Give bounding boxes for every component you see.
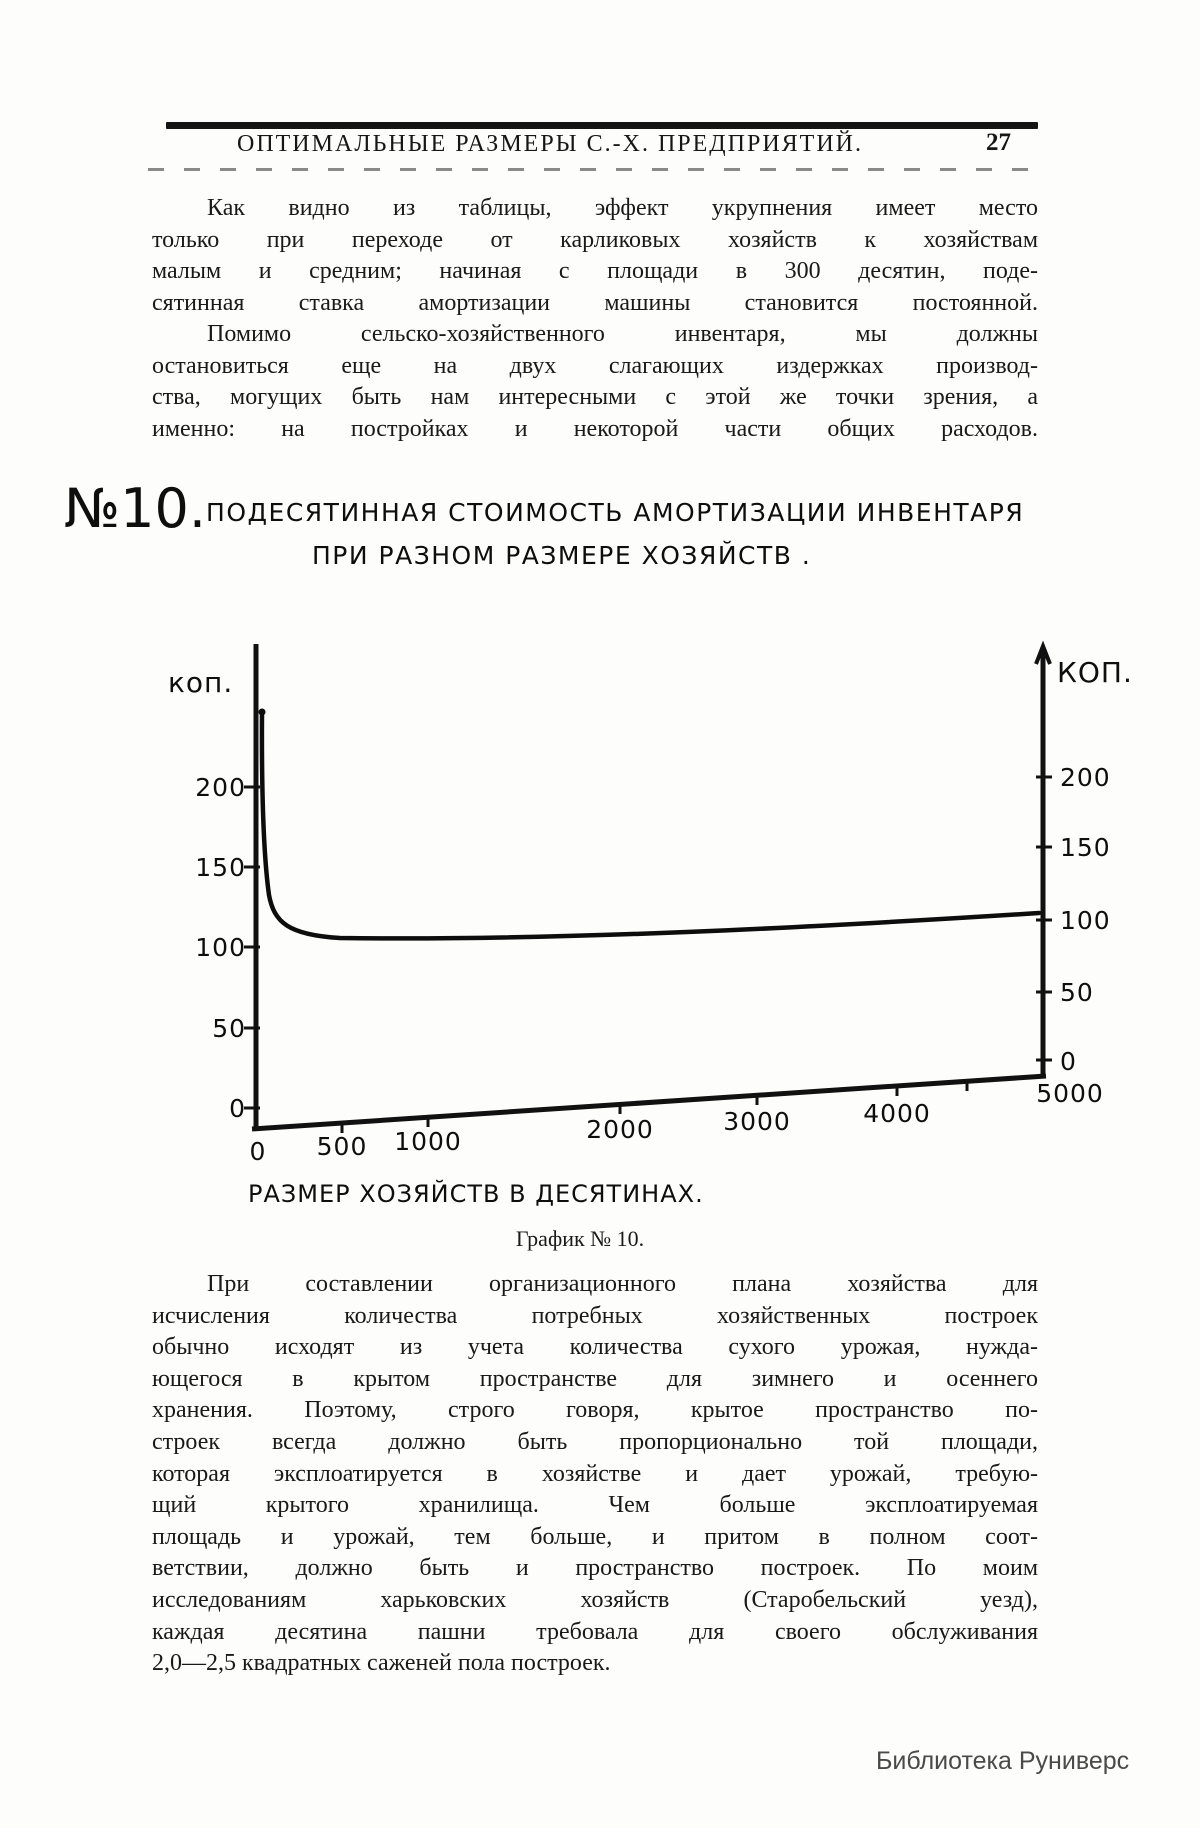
x-label-1000: 1000 — [394, 1127, 462, 1156]
text-line: обычно исходят из учета количества сухого урожая, нужда- — [152, 1334, 1038, 1361]
chart-canvas — [140, 630, 1150, 1190]
text-line: площадь и урожай, тем больше, и притом в полном соот- — [152, 1523, 1038, 1550]
text-line: При составлении организационного плана хозяйства для — [207, 1271, 1038, 1297]
figure-title-line1 — [64, 477, 1025, 540]
left-label-50: 50 — [212, 1014, 246, 1043]
text-line: ющегося в крытом пространстве для зимнего и осеннего — [152, 1365, 1038, 1392]
header-underline-dashes — [148, 168, 1038, 171]
left-axis-unit-label: коп. — [168, 666, 234, 699]
page-number: 27 — [986, 129, 1011, 156]
right-label-100: 100 — [1060, 906, 1111, 935]
text-line: исследованиям харьковских хозяйств (Старобельский уезд), — [152, 1586, 1038, 1613]
library-watermark: Библиотека Руниверс — [876, 1747, 1130, 1775]
line-chart-grafik-10 — [140, 630, 1150, 1190]
amortization-curve — [262, 712, 1039, 938]
text-line: исчисления количества потребных хозяйственных построек — [152, 1302, 1038, 1329]
right-axis-unit-label: КОП. — [1057, 656, 1133, 689]
left-label-100: 100 — [195, 933, 246, 962]
right-label-150: 150 — [1060, 833, 1111, 862]
right-label-0: 0 — [1060, 1047, 1077, 1076]
left-label-0: 0 — [229, 1094, 246, 1123]
figure-title-line2: ПРИ РАЗНОМ РАЗМЕРЕ ХОЗЯЙСТВ . — [312, 541, 812, 570]
text-line: щий крытого хранилища. Чем больше эксплоатируемая — [152, 1492, 1038, 1519]
text-line: Как видно из таблицы, эффект укрупнения имеет место — [207, 195, 1038, 221]
right-label-50: 50 — [1060, 978, 1094, 1007]
text-line: именно: на постройках и некоторой части общих расходов. — [152, 415, 1038, 442]
printed-figure-caption: График № 10. — [515, 1226, 645, 1251]
x-label-500: 500 — [316, 1132, 368, 1161]
x-label-2000: 2000 — [586, 1115, 654, 1144]
right-label-200: 200 — [1060, 763, 1111, 792]
left-label-200: 200 — [195, 773, 246, 802]
paragraph-1 — [152, 193, 1038, 319]
text-line: малым и средним; начиная с площади в 300 десятин, поде- — [152, 258, 1038, 285]
text-line: только при переходе от карликовых хозяйств к хозяйствам — [152, 226, 1038, 253]
figure-title-text: ПОДЕСЯТИННАЯ СТОИМОСТЬ АМОРТИЗАЦИИ ИНВЕНТАРЯ — [206, 498, 1025, 527]
text-line: строек всегда должно быть пропорционально той площади, — [152, 1428, 1038, 1455]
text-line: сятинная ставка амортизации машины становится постоянной. — [152, 289, 1038, 316]
text-line: ства, могущих быть нам интересными с этой же точки зрения, а — [152, 384, 1038, 411]
x-label-0: 0 — [249, 1137, 267, 1166]
x-label-5000: 5000 — [1036, 1079, 1104, 1108]
running-header-title: ОПТИМАЛЬНЫЕ РАЗМЕРЫ С.-Х. ПРЕДПРИЯТИЙ. — [236, 131, 863, 157]
text-line: ветствии, должно быть и пространство построек. По моим — [152, 1555, 1038, 1582]
text-line: хранения. Поэтому, строго говоря, крытое пространство по- — [152, 1397, 1038, 1424]
text-line: 2,0—2,5 квадратных саженей пола построек. — [152, 1650, 611, 1677]
text-line: Помимо сельско-хозяйственного инвентаря, мы должны — [207, 321, 1038, 347]
paragraph-2 — [152, 319, 1038, 445]
x-axis-caption: РАЗМЕР ХОЗЯЙСТВ В ДЕСЯТИНАХ. — [248, 1180, 704, 1208]
figure-number: №10. — [64, 477, 207, 540]
text-line: которая эксплоатируется в хозяйстве и дает урожай, требую- — [152, 1460, 1038, 1487]
paragraph-3 — [152, 1269, 1038, 1680]
header-top-rule — [166, 122, 1038, 129]
text-line: остановиться еще на двух слагающих издержках производ- — [152, 352, 1038, 379]
text-line: каждая десятина пашни требовала для своего обслуживания — [152, 1618, 1038, 1645]
x-label-3000: 3000 — [723, 1107, 791, 1136]
left-label-150: 150 — [195, 853, 246, 882]
x-label-4000: 4000 — [863, 1099, 931, 1128]
